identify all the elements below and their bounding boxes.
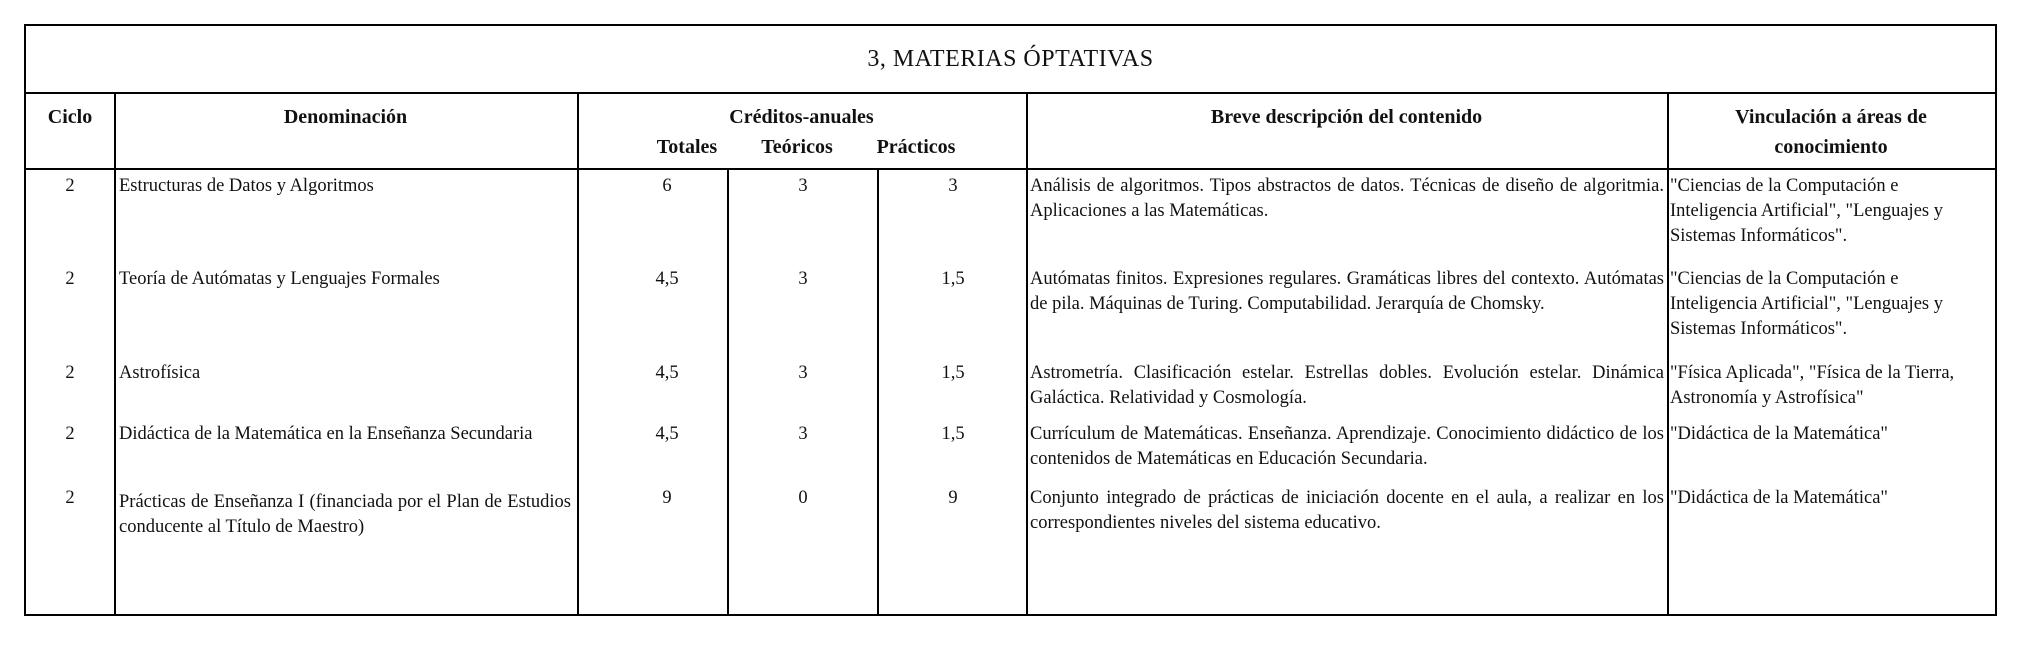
column-divider [114, 94, 116, 616]
header-practicos: Prácticos [876, 136, 956, 158]
cell-descripcion: Astrometría. Clasificación estelar. Estrellas dobles. Evolución estelar. Dinámica Galáctica. Relatividad y Cosmología. [1030, 363, 1664, 408]
cell-teoricos: 3 [798, 269, 808, 289]
column-divider [1026, 94, 1028, 616]
cell-ciclo: 2 [65, 363, 75, 383]
header-descripcion: Breve descripción del contenido [1210, 106, 1483, 128]
cell-teoricos: 3 [798, 424, 808, 444]
optional-subjects-table [24, 24, 1997, 616]
cell-vinculacion: "Ciencias de la Computación e Inteligencia Artificial", "Lenguajes y Sistemas Informáticos". [1670, 269, 1943, 339]
cell-teoricos: 3 [798, 363, 808, 383]
column-divider [877, 168, 879, 616]
cell-denominacion: Astrofísica [119, 363, 201, 383]
cell-descripcion: Currículum de Matemáticas. Enseñanza. Aprendizaje. Conocimiento didáctico de los contenidos de Matemáticas en Educación Secundaria. [1030, 424, 1664, 469]
cell-denominacion: Prácticas de Enseñanza I (financiada por el Plan de Estudios conducente al Título de Maestro) [119, 492, 571, 537]
cell-ciclo: 2 [65, 176, 75, 196]
cell-vinculacion: "Ciencias de la Computación e Inteligencia Artificial", "Lenguajes y Sistemas Informáticos". [1670, 176, 1943, 246]
cell-ciclo: 2 [65, 488, 75, 508]
cell-ciclo: 2 [65, 269, 75, 289]
cell-practicos: 1,5 [941, 424, 965, 444]
cell-descripcion: Análisis de algoritmos. Tipos abstractos de datos. Técnicas de diseño de algoritmia. Aplicaciones a las Matemáticas. [1030, 176, 1664, 221]
cell-vinculacion: "Didáctica de la Matemática" [1670, 424, 1888, 444]
cell-totales: 4,5 [655, 269, 679, 289]
header-ciclo: Ciclo [47, 106, 93, 128]
cell-totales: 9 [662, 488, 672, 508]
cell-teoricos: 3 [798, 176, 808, 196]
header-denominacion: Denominación [283, 106, 408, 128]
cell-totales: 4,5 [655, 363, 679, 383]
cell-ciclo: 2 [65, 424, 75, 444]
header-vinculacion: Vinculación a áreas de conocimiento [1735, 106, 1927, 158]
cell-descripcion: Conjunto integrado de prácticas de iniciación docente en el aula, a realizar en los correspondientes niveles del sistema educativo. [1030, 488, 1664, 533]
column-divider [1667, 94, 1669, 616]
cell-vinculacion: "Física Aplicada", "Física de la Tierra, Astronomía y Astrofísica" [1670, 363, 1955, 408]
header-creditos: Créditos-anuales [729, 106, 874, 128]
cell-practicos: 1,5 [941, 269, 965, 289]
cell-practicos: 3 [948, 176, 958, 196]
cell-teoricos: 0 [798, 488, 808, 508]
column-divider [727, 168, 729, 616]
header-totales: Totales [656, 136, 718, 158]
cell-totales: 6 [662, 176, 672, 196]
cell-totales: 4,5 [655, 424, 679, 444]
table-title: 3, MATERIAS ÓPTATIVAS [26, 26, 1995, 94]
header-divider [26, 168, 1995, 170]
cell-denominacion: Didáctica de la Matemática en la Enseñanza Secundaria [119, 424, 533, 444]
header-teoricos: Teóricos [761, 136, 833, 158]
cell-denominacion: Estructuras de Datos y Algoritmos [119, 176, 374, 196]
cell-practicos: 1,5 [941, 363, 965, 383]
cell-practicos: 9 [948, 488, 958, 508]
cell-denominacion: Teoría de Autómatas y Lenguajes Formales [119, 269, 440, 289]
cell-descripcion: Autómatas finitos. Expresiones regulares. Gramáticas libres del contexto. Autómatas de pila. Máquinas de Turing. Computabilidad. Jerarquía de Chomsky. [1030, 269, 1664, 314]
column-divider [577, 94, 579, 616]
cell-vinculacion: "Didáctica de la Matemática" [1670, 488, 1888, 508]
